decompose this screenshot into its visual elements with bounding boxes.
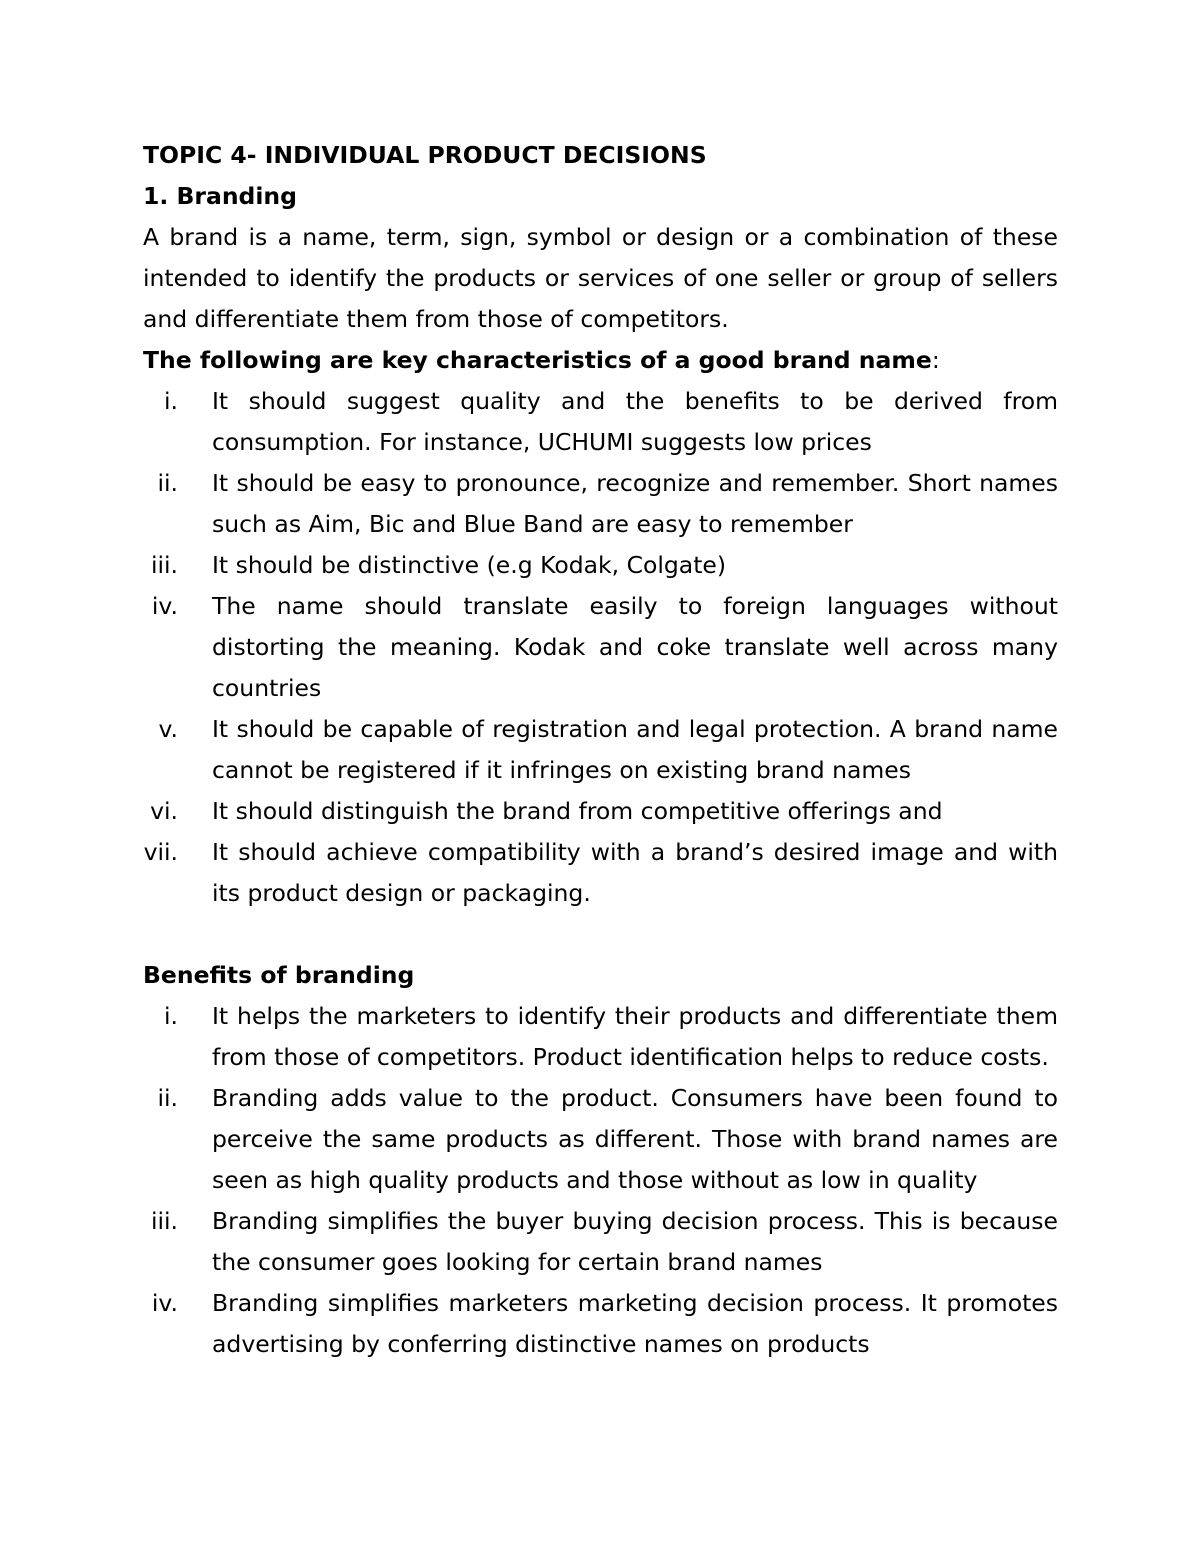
benefits-list bbox=[143, 996, 1058, 1365]
characteristics-colon: : bbox=[931, 346, 940, 374]
characteristics-label: The following are key characteristics of a good brand name bbox=[143, 346, 932, 374]
list-item bbox=[143, 1283, 1058, 1365]
document-body bbox=[143, 135, 1058, 1365]
list-item-text: It should be capable of registration and legal protection. A brand name cannot be registered if it infringes on existing brand names bbox=[212, 715, 1058, 784]
list-item-number: i. bbox=[164, 1002, 178, 1030]
list-item-text: It should be easy to pronounce, recognize and remember. Short names such as Aim, Bic and Blue Band are easy to remember bbox=[212, 469, 1058, 538]
list-item bbox=[143, 586, 1058, 709]
characteristics-list bbox=[143, 381, 1058, 914]
section-heading-branding: 1. Branding bbox=[143, 182, 297, 210]
list-item-text: It should achieve compatibility with a brand’s desired image and with its product design or packaging. bbox=[212, 838, 1058, 907]
list-item-text: The name should translate easily to foreign languages without distorting the meaning. Kodak and coke translate well across many countries bbox=[212, 592, 1058, 702]
document-title: TOPIC 4- INDIVIDUAL PRODUCT DECISIONS bbox=[143, 141, 707, 169]
list-item bbox=[143, 832, 1058, 914]
list-item-number: iii. bbox=[150, 1207, 178, 1235]
list-item-text: Branding simplifies marketers marketing decision process. It promotes advertising by conferring distinctive names on products bbox=[212, 1289, 1058, 1358]
list-item-number: vi. bbox=[150, 797, 178, 825]
list-item-number: iv. bbox=[151, 592, 178, 620]
list-item-number: ii. bbox=[157, 469, 178, 497]
list-item-text: It should distinguish the brand from competitive offerings and bbox=[212, 797, 943, 825]
list-item bbox=[143, 709, 1058, 791]
list-item-text: It should be distinctive (e.g Kodak, Colgate) bbox=[212, 551, 727, 579]
list-item-number: vii. bbox=[143, 838, 178, 866]
section-heading-benefits: Benefits of branding bbox=[143, 961, 415, 989]
list-item-text: It should suggest quality and the benefits to be derived from consumption. For instance, UCHUMI suggests low prices bbox=[212, 387, 1058, 456]
list-item-number: iii. bbox=[150, 551, 178, 579]
list-item bbox=[143, 463, 1058, 545]
list-item bbox=[143, 1078, 1058, 1201]
blank-line bbox=[143, 914, 1058, 955]
list-item bbox=[143, 381, 1058, 463]
list-item-number: i. bbox=[164, 387, 178, 415]
characteristics-intro bbox=[143, 340, 1058, 381]
list-item-number: v. bbox=[158, 715, 178, 743]
list-item-number: ii. bbox=[157, 1084, 178, 1112]
list-item-text: Branding adds value to the product. Consumers have been found to perceive the same products as different. Those with brand names are seen as high quality products and those without as low in quality bbox=[212, 1084, 1058, 1194]
list-item bbox=[143, 1201, 1058, 1283]
list-item bbox=[143, 996, 1058, 1078]
list-item bbox=[143, 791, 1058, 832]
list-item-text: It helps the marketers to identify their products and differentiate them from those of competitors. Product identification helps to reduce costs. bbox=[212, 1002, 1058, 1071]
list-item bbox=[143, 545, 1058, 586]
brand-definition: A brand is a name, term, sign, symbol or design or a combination of these intended to identify the products or services of one seller or group of sellers and differentiate them from those of competitors. bbox=[143, 223, 1058, 333]
list-item-number: iv. bbox=[151, 1289, 178, 1317]
list-item-text: Branding simplifies the buyer buying decision process. This is because the consumer goes looking for certain brand names bbox=[212, 1207, 1058, 1276]
